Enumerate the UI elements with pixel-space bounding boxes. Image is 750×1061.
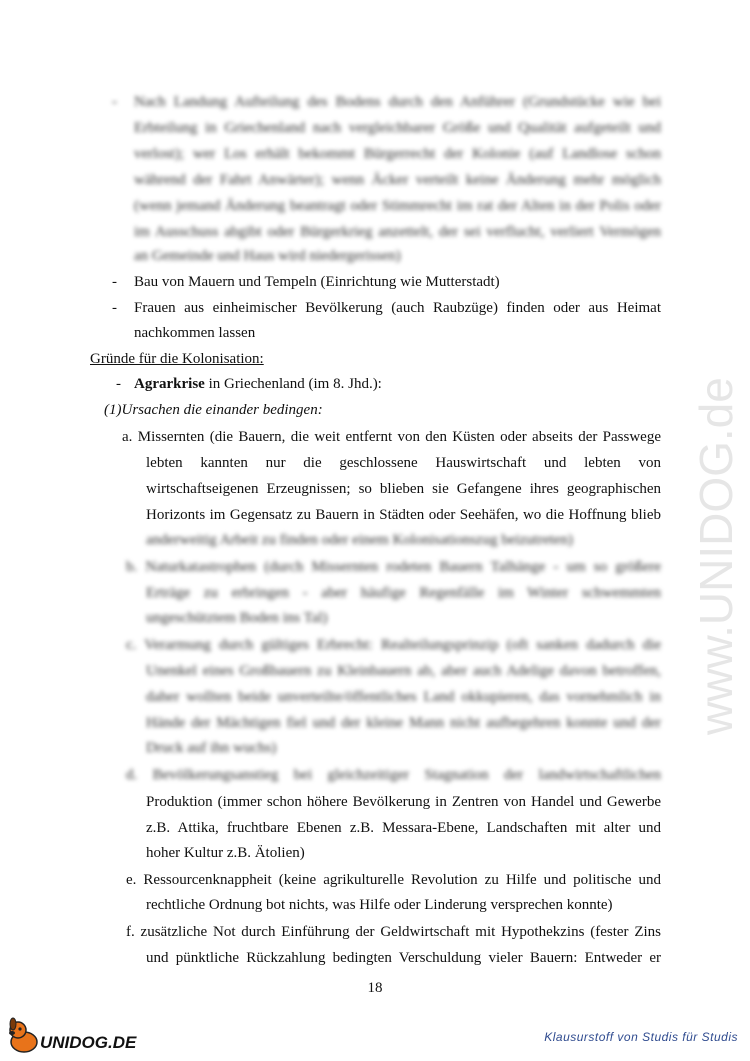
watermark xyxy=(688,280,748,740)
bullet-dash: - xyxy=(116,376,121,392)
item-e-line: e. Ressourcenknappheit (keine agrikulturelle Revolution zu Hilfe und politische und xyxy=(126,872,661,888)
blurred-text-line: Erträge zu erbringen - aber häufige Regenfälle im Winter schwemmten xyxy=(146,585,661,601)
blurred-text-line: anderweitig Arbeit zu finden oder einem Kolonisationszug beizutreten) xyxy=(146,532,573,548)
blurred-text-line: während der Fahrt Anwärter); wenn Äcker verteilt keine Änderung mehr möglich xyxy=(134,172,661,188)
blurred-text-line: (wenn jemand Änderung beantragt oder Stimmrecht im rat der Alten in der Polis oder xyxy=(134,198,661,214)
causes-heading: (1)Ursachen die einander bedingen: xyxy=(104,402,323,418)
blurred-text-line: Druck auf ihn wuchs) xyxy=(146,740,277,756)
bullet-dash: - xyxy=(112,94,117,110)
section-heading: Gründe für die Kolonisation: xyxy=(90,351,264,367)
item-a-line: a. Missernten (die Bauern, die weit entfernt von den Küsten oder abseits der Passwege xyxy=(122,429,661,445)
bullet-dash: - xyxy=(112,300,117,316)
item-e-line: rechtliche Ordnung bot nichts, was Hilfe oder Linderung versprechen konnte) xyxy=(146,897,613,913)
bullet-women-cont: nachkommen lassen xyxy=(134,325,256,341)
item-d-line: Produktion (immer schon höhere Bevölkerung in Zentren von Handel und Gewerbe xyxy=(146,794,661,810)
item-a-line: Horizonts im Gegensatz zu Bauern in Städten oder Seehäfen, wo die Hoffnung blieb xyxy=(146,507,661,523)
blurred-text-line: im Ausschuss abgibt oder Bürgerkrieg anzettelt, der sei verflucht, verliert Vermögen xyxy=(134,224,661,240)
blurred-text-line: d. Bevölkerungsanstieg bei gleichzeitiger Stagnation der landwirtschaftlichen xyxy=(126,767,661,783)
blurred-text-line: Erbteilung in Griechenland nach vergleichbarer Größe und Qualität aufgeteilt und xyxy=(134,120,661,136)
bullet-women: Frauen aus einheimischer Bevölkerung (auch Raubzüge) finden oder aus Heimat xyxy=(134,300,661,316)
unidog-logo xyxy=(4,1012,154,1056)
blurred-text-line: c. Verarmung durch gültiges Erbrecht: Realteilungsprinzip (oft sanken dadurch die xyxy=(126,637,661,653)
blurred-text-line: daher wollten beide unverteilte/öffentliches Land okkupieren, das vornehmlich in xyxy=(146,689,661,705)
agrar-rest: in Griechenland (im 8. Jhd.): xyxy=(204,376,382,392)
dog-icon xyxy=(9,1018,37,1052)
item-f-line: f. zusätzliche Not durch Einführung der Geldwirtschaft mit Hypothekzins (fester Zins xyxy=(126,924,661,940)
blurred-text-line: an Gemeinde und Haus wird niedergerissen) xyxy=(134,248,401,264)
blurred-text-line: ungeschütztem Boden ins Tal) xyxy=(146,610,328,626)
item-a-line: wirtschaftseigenen Erzeugnissen; so blieben sie Gefangene ihres geographischen xyxy=(146,481,661,497)
footer-slogan: Klausurstoff von Studis für Studis xyxy=(544,1030,738,1044)
blurred-text-line: b. Naturkatastrophen (durch Missernten rodeten Bauern Talhänge - um so größere xyxy=(126,559,661,575)
blurred-text-line: Hände der Mächtigen fiel und der kleine Mann nicht aufbegehren konnte und der xyxy=(146,715,661,731)
blurred-text-line: Nach Landung Aufteilung des Bodens durch den Anführer (Grundstücke wie bei xyxy=(134,94,661,110)
item-d-line: z.B. Attika, fruchtbare Ebenen z.B. Messara-Ebene, Landschaften mit alter und xyxy=(146,820,661,836)
watermark-text: www.UNIDOG.de xyxy=(690,377,742,735)
blurred-text-line: verlost); wer Los erhält bekommt Bürgerrecht der Kolonie (auf Landlose schon xyxy=(134,146,661,162)
agrar-bold: Agrarkrise xyxy=(134,376,205,392)
blurred-text-line: Unenkel eines Großbauern zu Kleinbauern ab, aber auch Adelige davon betroffen, xyxy=(146,663,661,679)
logo-text: UNIDOG.DE xyxy=(40,1033,137,1052)
item-f-line: und pünktliche Rückzahlung bedingten Verschuldung vieler Bauern: Entweder er xyxy=(146,950,661,966)
item-d-line: hoher Kultur z.B. Ätolien) xyxy=(146,845,305,861)
page-number: 18 xyxy=(367,980,383,996)
agrar-line xyxy=(134,374,382,394)
item-a-line: lebten kannten nur die geschlossene Hauswirtschaft und lebten von xyxy=(146,455,661,471)
bullet-dash: - xyxy=(112,274,117,290)
bullet-walls-temples: Bau von Mauern und Tempeln (Einrichtung wie Mutterstadt) xyxy=(134,274,500,290)
